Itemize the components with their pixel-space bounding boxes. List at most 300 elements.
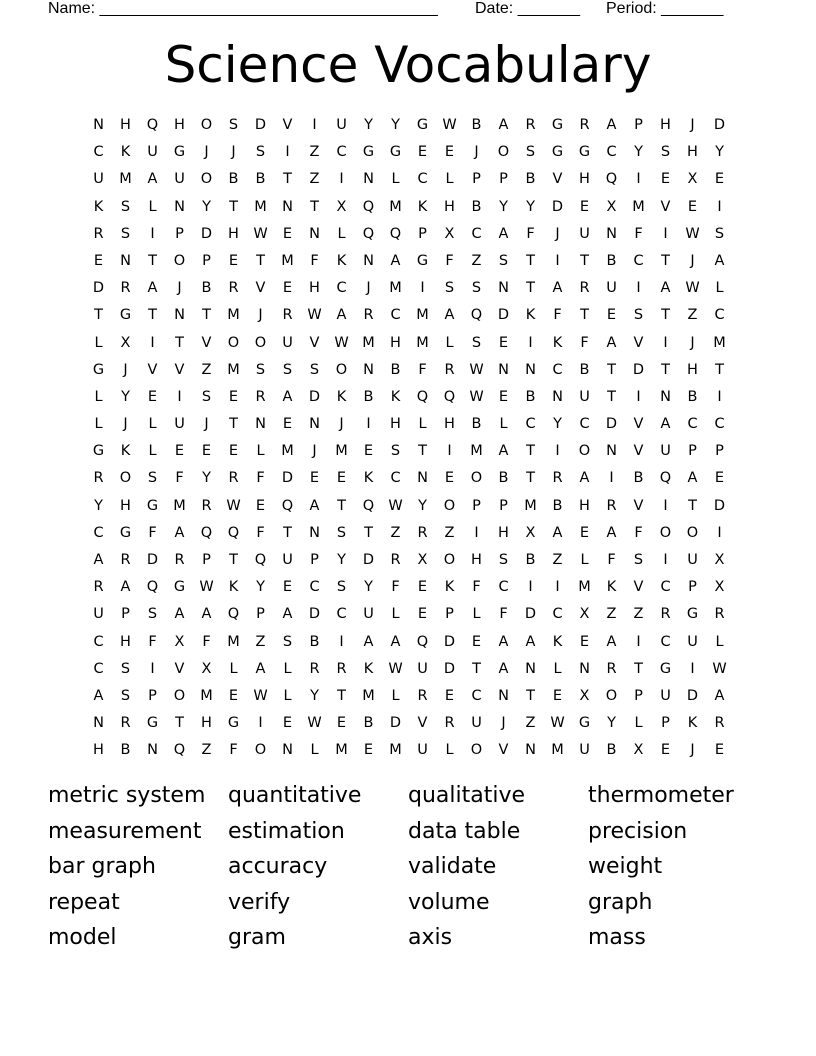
grid-letter: R xyxy=(525,117,536,133)
grid-letter: J xyxy=(339,416,344,433)
grid-letter: F xyxy=(418,361,427,378)
grid-letter: P xyxy=(715,443,724,460)
grid-letter: W xyxy=(469,388,484,405)
grid-letter: I xyxy=(690,660,695,677)
grid-letter: I xyxy=(177,388,182,405)
grid-row xyxy=(85,656,733,683)
grid-letter: N xyxy=(174,198,185,215)
grid-letter: C xyxy=(390,470,401,487)
grid-letter: X xyxy=(417,552,428,568)
grid-letter: Z xyxy=(309,171,320,188)
grid-letter: A xyxy=(498,225,509,242)
grid-letter: R xyxy=(255,388,266,405)
grid-letter: F xyxy=(445,252,454,269)
grid-letter: T xyxy=(310,198,319,215)
grid-letter: N xyxy=(282,742,293,759)
grid-letter: Y xyxy=(202,198,211,215)
grid-letter: B xyxy=(552,497,563,514)
grid-letter: R xyxy=(444,361,455,378)
grid-letter: K xyxy=(363,470,374,487)
grid-letter: X xyxy=(174,633,185,650)
grid-letter: Y xyxy=(607,715,616,732)
grid-letter: M xyxy=(578,579,591,596)
grid-letter: M xyxy=(254,198,267,215)
word-bank-item: accuracy xyxy=(228,854,328,880)
grid-letter: Y xyxy=(94,497,103,514)
grid-letter: T xyxy=(607,361,616,378)
grid-letter: Y xyxy=(634,144,643,161)
grid-letter: X xyxy=(525,524,536,541)
grid-letter: K xyxy=(336,388,347,405)
grid-letter: E xyxy=(363,443,374,460)
grid-letter: A xyxy=(336,307,347,324)
grid-letter: H xyxy=(579,497,590,514)
grid-letter: V xyxy=(255,280,266,297)
grid-letter: E xyxy=(660,742,671,759)
grid-letter: A xyxy=(174,606,185,623)
word-bank-item: validate xyxy=(408,854,497,880)
grid-letter: H xyxy=(309,280,320,297)
grid-row xyxy=(85,275,733,302)
grid-letter: I xyxy=(150,225,155,242)
grid-letter: X xyxy=(579,687,590,704)
grid-letter: C xyxy=(471,687,482,704)
grid-letter: N xyxy=(255,416,266,433)
grid-letter: L xyxy=(94,388,103,405)
grid-letter: M xyxy=(200,687,213,704)
grid-letter: R xyxy=(417,524,428,541)
grid-letter: L xyxy=(445,742,454,759)
grid-letter: M xyxy=(119,171,132,188)
grid-letter: M xyxy=(335,742,348,759)
grid-letter: R xyxy=(444,715,455,732)
grid-letter: F xyxy=(634,225,643,242)
grid-letter: T xyxy=(337,497,346,514)
grid-letter: E xyxy=(687,198,698,215)
grid-letter: Y xyxy=(310,687,319,704)
grid-letter: J xyxy=(690,252,695,269)
grid-letter: S xyxy=(633,307,644,324)
grid-letter: R xyxy=(660,606,671,623)
grid-letter: L xyxy=(553,660,562,677)
grid-letter: I xyxy=(717,524,722,541)
grid-row xyxy=(85,139,733,166)
grid-letter: C xyxy=(579,416,590,433)
grid-letter: W xyxy=(226,497,241,514)
grid-letter: J xyxy=(690,742,695,759)
grid-row xyxy=(85,248,733,275)
grid-letter: K xyxy=(687,715,698,732)
grid-letter: M xyxy=(173,497,186,514)
grid-letter: L xyxy=(283,660,292,677)
grid-letter: Q xyxy=(227,524,240,541)
grid-letter: N xyxy=(579,660,590,677)
grid-letter: A xyxy=(363,633,374,650)
grid-row xyxy=(85,194,733,221)
grid-letter: L xyxy=(580,552,589,568)
grid-letter: S xyxy=(282,633,293,650)
grid-letter: H xyxy=(120,117,131,133)
grid-letter: B xyxy=(525,171,536,188)
grid-letter: A xyxy=(147,171,158,188)
grid-letter: B xyxy=(228,171,239,188)
grid-letter: R xyxy=(579,280,590,297)
grid-letter: D xyxy=(308,388,321,405)
grid-letter: C xyxy=(93,633,104,650)
grid-letter: O xyxy=(227,334,240,351)
grid-row xyxy=(85,601,733,628)
grid-letter: S xyxy=(120,660,131,677)
grid-letter: D xyxy=(632,361,645,378)
grid-letter: L xyxy=(148,416,157,433)
grid-letter: E xyxy=(282,225,293,242)
grid-letter: M xyxy=(281,443,294,460)
grid-row xyxy=(85,330,733,357)
grid-letter: E xyxy=(714,171,725,188)
grid-letter: F xyxy=(499,606,508,623)
grid-letter: P xyxy=(634,687,643,704)
grid-letter: N xyxy=(309,225,320,242)
grid-letter: S xyxy=(714,225,725,242)
grid-letter: E xyxy=(444,144,455,161)
grid-letter: A xyxy=(498,443,509,460)
grid-letter: E xyxy=(309,470,320,487)
grid-letter: L xyxy=(256,443,265,460)
grid-letter: A xyxy=(714,687,725,704)
grid-letter: T xyxy=(175,715,184,732)
grid-letter: A xyxy=(93,687,104,704)
grid-letter: N xyxy=(498,687,509,704)
word-bank-item: thermometer xyxy=(588,783,734,808)
grid-letter: E xyxy=(579,524,590,541)
grid-letter: X xyxy=(579,606,590,623)
grid-letter: V xyxy=(282,117,293,133)
grid-letter: F xyxy=(472,579,481,596)
grid-letter: I xyxy=(420,280,425,297)
grid-letter: L xyxy=(337,225,346,242)
grid-letter: Z xyxy=(606,606,617,623)
grid-letter: H xyxy=(390,334,401,351)
grid-letter: N xyxy=(93,117,104,133)
grid-letter: E xyxy=(714,470,725,487)
grid-letter: R xyxy=(363,307,374,324)
grid-letter: A xyxy=(390,633,401,650)
grid-letter: U xyxy=(660,443,671,460)
grid-letter: R xyxy=(336,660,347,677)
grid-letter: C xyxy=(417,171,428,188)
grid-letter: L xyxy=(229,660,238,677)
grid-letter: T xyxy=(580,252,589,269)
grid-letter: E xyxy=(444,687,455,704)
grid-letter: A xyxy=(309,497,320,514)
grid-letter: K xyxy=(93,198,104,215)
grid-letter: O xyxy=(335,361,348,378)
grid-letter: E xyxy=(714,742,725,759)
grid-letter: C xyxy=(336,606,347,623)
grid-letter: V xyxy=(633,497,644,514)
grid-letter: Z xyxy=(201,742,212,759)
grid-letter: B xyxy=(363,715,374,732)
grid-letter: Z xyxy=(390,524,401,541)
grid-letter: Z xyxy=(552,552,563,568)
grid-letter: U xyxy=(363,606,374,623)
grid-letter: I xyxy=(258,715,263,732)
grid-letter: T xyxy=(526,443,535,460)
grid-letter: G xyxy=(686,606,699,623)
grid-letter: A xyxy=(498,660,509,677)
word-bank-item: quantitative xyxy=(228,783,362,808)
grid-letter: J xyxy=(474,144,479,161)
grid-letter: A xyxy=(174,524,185,541)
grid-letter: O xyxy=(119,470,132,487)
grid-letter: K xyxy=(336,252,347,269)
grid-letter: M xyxy=(632,198,645,215)
grid-letter: V xyxy=(552,171,563,188)
grid-letter: M xyxy=(227,633,240,650)
grid-letter: L xyxy=(148,198,157,215)
grid-letter: P xyxy=(472,171,481,188)
grid-letter: N xyxy=(498,280,509,297)
grid-letter: F xyxy=(310,252,319,269)
grid-letter: E xyxy=(417,579,428,596)
grid-letter: Q xyxy=(605,171,618,188)
grid-letter: U xyxy=(579,742,590,759)
grid-letter: R xyxy=(714,715,725,732)
grid-letter: E xyxy=(498,334,509,351)
grid-letter: X xyxy=(633,742,644,759)
grid-letter: C xyxy=(93,144,104,161)
word-bank-item: gram xyxy=(228,925,286,951)
grid-letter: H xyxy=(471,552,482,568)
grid-letter: H xyxy=(120,633,131,650)
grid-letter: B xyxy=(363,388,374,405)
grid-letter: U xyxy=(93,606,104,623)
grid-letter: T xyxy=(634,660,643,677)
grid-letter: S xyxy=(120,225,131,242)
word-bank-item: mass xyxy=(588,925,646,951)
grid-letter: H xyxy=(660,117,671,133)
grid-letter: Z xyxy=(525,715,536,732)
grid-letter: S xyxy=(471,280,482,297)
grid-letter: O xyxy=(173,252,186,269)
grid-letter: Q xyxy=(227,606,240,623)
grid-letter: I xyxy=(636,280,641,297)
grid-letter: F xyxy=(634,524,643,541)
grid-letter: M xyxy=(524,497,537,514)
word-bank-item: bar graph xyxy=(48,854,156,880)
grid-letter: W xyxy=(685,225,700,242)
grid-letter: Z xyxy=(444,524,455,541)
grid-letter: T xyxy=(364,524,373,541)
grid-letter: O xyxy=(470,470,483,487)
grid-letter: G xyxy=(92,443,105,460)
grid-letter: L xyxy=(499,416,508,433)
grid-letter: C xyxy=(606,144,617,161)
grid-letter: T xyxy=(607,388,616,405)
date-field: Date: _______ xyxy=(475,0,580,17)
grid-letter: P xyxy=(472,497,481,514)
grid-letter: S xyxy=(336,579,347,596)
grid-letter: E xyxy=(498,388,509,405)
grid-letter: A xyxy=(660,280,671,297)
grid-letter: K xyxy=(552,633,563,650)
grid-letter: R xyxy=(120,715,131,732)
grid-letter: R xyxy=(606,660,617,677)
grid-letter: G xyxy=(551,144,564,161)
grid-letter: O xyxy=(470,742,483,759)
grid-letter: C xyxy=(336,144,347,161)
grid-letter: D xyxy=(524,606,537,623)
grid-letter: M xyxy=(551,742,564,759)
grid-letter: G xyxy=(416,252,429,269)
grid-letter: U xyxy=(282,552,293,568)
grid-letter: J xyxy=(177,280,182,297)
word-bank-item: verify xyxy=(228,889,291,915)
grid-letter: U xyxy=(579,388,590,405)
period-field: Period: _______ xyxy=(606,0,724,17)
grid-letter: P xyxy=(445,606,454,623)
grid-letter: G xyxy=(92,361,105,378)
word-bank-item: volume xyxy=(408,889,490,915)
grid-letter: Q xyxy=(362,225,375,242)
grid-letter: I xyxy=(663,334,668,351)
grid-letter: V xyxy=(660,198,671,215)
grid-letter: T xyxy=(526,252,535,269)
grid-letter: M xyxy=(470,443,483,460)
grid-letter: H xyxy=(498,524,509,541)
grid-row xyxy=(85,520,733,547)
grid-letter: K xyxy=(417,198,428,215)
grid-letter: I xyxy=(636,171,641,188)
grid-letter: P xyxy=(202,552,211,568)
grid-letter: A xyxy=(606,117,617,133)
grid-letter: S xyxy=(390,443,401,460)
grid-letter: F xyxy=(256,470,265,487)
grid-letter: Z xyxy=(309,144,320,161)
grid-letter: M xyxy=(416,307,429,324)
grid-letter: I xyxy=(366,416,371,433)
grid-letter: E xyxy=(228,388,239,405)
grid-letter: N xyxy=(363,252,374,269)
grid-letter: C xyxy=(552,606,563,623)
grid-letter: S xyxy=(255,361,266,378)
grid-letter: C xyxy=(714,416,725,433)
grid-letter: Q xyxy=(362,497,375,514)
grid-letter: S xyxy=(660,144,671,161)
grid-letter: U xyxy=(282,334,293,351)
grid-letter: J xyxy=(366,280,371,297)
grid-letter: T xyxy=(148,252,157,269)
grid-letter: C xyxy=(471,225,482,242)
grid-letter: U xyxy=(417,742,428,759)
grid-letter: M xyxy=(389,198,402,215)
grid-letter: W xyxy=(442,117,457,133)
grid-letter: U xyxy=(660,687,671,704)
grid-letter: D xyxy=(362,552,375,568)
grid-letter: A xyxy=(498,117,509,133)
word-bank-item: metric system xyxy=(48,783,206,808)
grid-letter: E xyxy=(579,198,590,215)
grid-letter: W xyxy=(388,660,403,677)
grid-letter: N xyxy=(93,715,104,732)
grid-letter: T xyxy=(229,198,238,215)
word-bank-item: measurement xyxy=(48,818,202,844)
grid-letter: M xyxy=(227,307,240,324)
grid-letter: T xyxy=(526,687,535,704)
grid-letter: X xyxy=(201,660,212,677)
grid-letter: X xyxy=(606,198,617,215)
grid-row xyxy=(85,737,733,764)
grid-letter: F xyxy=(148,524,157,541)
grid-letter: N xyxy=(525,660,536,677)
grid-letter: Y xyxy=(364,117,373,133)
grid-letter: Y xyxy=(553,416,562,433)
grid-letter: Y xyxy=(526,198,535,215)
grid-letter: N xyxy=(363,361,374,378)
grid-letter: T xyxy=(94,307,103,324)
grid-letter: C xyxy=(687,416,698,433)
grid-letter: G xyxy=(173,144,186,161)
grid-letter: I xyxy=(663,497,668,514)
grid-row xyxy=(85,112,733,139)
grid-letter: M xyxy=(335,443,348,460)
grid-row xyxy=(85,411,733,438)
grid-letter: V xyxy=(633,443,644,460)
grid-letter: U xyxy=(687,633,698,650)
grid-letter: T xyxy=(418,443,427,460)
grid-letter: H xyxy=(390,416,401,433)
grid-letter: Y xyxy=(202,470,211,487)
grid-letter: V xyxy=(633,334,644,351)
grid-letter: A xyxy=(606,633,617,650)
grid-letter: K xyxy=(228,579,239,596)
word-search-grid xyxy=(85,112,733,765)
grid-letter: R xyxy=(174,552,185,568)
grid-letter: H xyxy=(120,497,131,514)
grid-letter: L xyxy=(715,633,724,650)
name-field: Name: ______________________________________ xyxy=(48,0,438,17)
word-bank-item: estimation xyxy=(228,818,345,844)
grid-letter: E xyxy=(606,307,617,324)
grid-letter: K xyxy=(525,307,536,324)
grid-row xyxy=(85,438,733,465)
grid-letter: S xyxy=(147,606,158,623)
grid-letter: I xyxy=(636,388,641,405)
grid-letter: L xyxy=(148,443,157,460)
grid-letter: J xyxy=(258,307,263,324)
grid-letter: T xyxy=(283,171,292,188)
grid-letter: F xyxy=(148,633,157,650)
grid-letter: G xyxy=(146,497,159,514)
grid-letter: P xyxy=(634,117,643,133)
grid-letter: I xyxy=(663,225,668,242)
grid-letter: O xyxy=(605,687,618,704)
grid-letter: D xyxy=(443,633,456,650)
grid-letter: T xyxy=(661,361,670,378)
grid-letter: I xyxy=(717,388,722,405)
grid-letter: D xyxy=(308,606,321,623)
grid-letter: L xyxy=(94,334,103,351)
grid-letter: X xyxy=(687,171,698,188)
grid-letter: P xyxy=(661,715,670,732)
grid-letter: O xyxy=(173,687,186,704)
grid-letter: J xyxy=(312,443,317,460)
grid-letter: B xyxy=(471,198,482,215)
grid-letter: H xyxy=(444,198,455,215)
grid-row xyxy=(85,357,733,384)
grid-letter: G xyxy=(173,579,186,596)
grid-letter: N xyxy=(363,171,374,188)
